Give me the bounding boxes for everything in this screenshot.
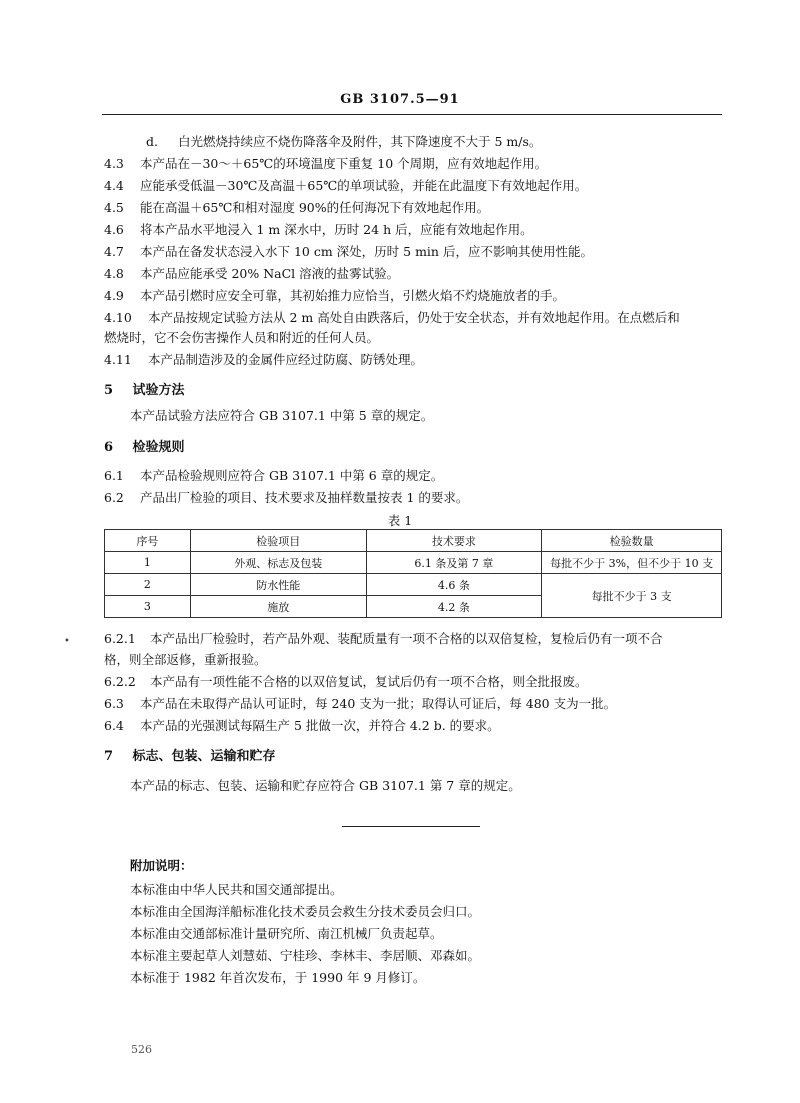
appendix-line: 本标准由中华人民共和国交通部提出。	[130, 882, 343, 897]
table-cell-merged: 每批不少于 3 支	[542, 574, 722, 618]
table-cell: 4.6 条	[366, 574, 542, 596]
section-5-title: 5 试验方法	[104, 383, 185, 398]
clause-6-2-1: 6.2.1 本产品出厂检验时，若产品外观、装配质量有一项不合格的以双倍复检，复检后仍有一项不合	[104, 631, 663, 646]
appendix-line: 本标准由交通部标准计量研究所、南江机械厂负责起草。	[130, 926, 443, 941]
clause-6-4: 6.4 本产品的光强测试每隔生产 5 批做一次，并符合 4.2 b. 的要求。	[104, 718, 500, 733]
table-header-cell: 序号	[105, 530, 191, 552]
table-header-cell: 检验项目	[190, 530, 366, 552]
clause-6-3: 6.3 本产品在未取得产品认可证时，每 240 支为一批；取得认可证后，每 480 支为一批。	[104, 696, 617, 711]
clause-d: d. 白光燃烧持续应不烧伤降落伞及附件，其下降速度不大于 5 m/s。	[146, 134, 542, 149]
header-rule	[102, 114, 722, 115]
clause-4-4: 4.4 应能承受低温－30℃及高温＋65℃的单项试验，并能在此温度下有效地起作用。	[104, 178, 588, 193]
table-title: 表 1	[387, 513, 413, 528]
table-cell: 6.1 条及第 7 章	[366, 552, 542, 574]
inspection-table	[104, 529, 722, 618]
clause-6-2-2: 6.2.2 本产品有一项性能不合格的以双倍复试，复试后仍有一项不合格，则全批报废。	[104, 674, 588, 689]
clause-4-3: 4.3 本产品在－30～＋65℃的环境温度下重复 10 个周期，应有效地起作用。	[104, 156, 548, 171]
clause-4-5: 4.5 能在高温＋65℃和相对湿度 90%的任何海况下有效地起作用。	[104, 200, 490, 215]
section-7-body: 本产品的标志、包装、运输和贮存应符合 GB 3107.1 第 7 章的规定。	[130, 778, 521, 793]
clause-4-6: 4.6 将本产品水平地浸入 1 m 深水中，历时 24 h 后，应能有效地起作用。	[104, 222, 533, 237]
table-cell: 4.2 条	[366, 596, 542, 618]
section-6-title: 6 检验规则	[104, 440, 185, 455]
clause-4-10: 4.10 本产品按规定试验方法从 2 m 高处自由跌落后，仍处于安全状态，并有效地起作用。在点燃后和	[104, 310, 680, 325]
clause-6-2: 6.2 产品出厂检验的项目、技术要求及抽样数量按表 1 的要求。	[104, 490, 469, 505]
table-cell: 外观、标志及包装	[190, 552, 366, 574]
section-7-title: 7 标志、包装、运输和贮存	[104, 749, 276, 764]
table-cell: 2	[105, 574, 191, 596]
appendix-line: 本标准于 1982 年首次发布，于 1990 年 9 月修订。	[130, 970, 426, 985]
table-cell: 1	[105, 552, 191, 574]
clause-4-8: 4.8 本产品应能承受 20% NaCl 溶液的盐雾试验。	[104, 266, 400, 281]
table-cell: 3	[105, 596, 191, 618]
table-header-row	[105, 530, 722, 552]
section-5-body: 本产品试验方法应符合 GB 3107.1 中第 5 章的规定。	[130, 408, 434, 423]
clause-6-1: 6.1 本产品检验规则应符合 GB 3107.1 中第 6 章的规定。	[104, 468, 444, 483]
separator-rule	[342, 826, 480, 827]
page-number: 526	[131, 1043, 152, 1056]
table-cell: 施放	[190, 596, 366, 618]
clause-6-2-1-cont: 格，则全部返修，重新报验。	[104, 652, 267, 667]
table-header-cell: 检验数量	[542, 530, 722, 552]
clause-4-7: 4.7 本产品在备发状态浸入水下 10 cm 深处，历时 5 min 后，应不影响其使用性能。	[104, 244, 593, 259]
table-row	[105, 574, 722, 596]
appendix-title: 附加说明：	[130, 858, 193, 873]
table-header-cell: 技术要求	[366, 530, 542, 552]
table-row	[105, 552, 722, 574]
scan-speck: •	[64, 636, 70, 647]
table-cell: 防水性能	[190, 574, 366, 596]
appendix-line: 本标准主要起草人刘慧茹、宁桂珍、李林丰、李居顺、邓森如。	[130, 948, 481, 963]
clause-4-11: 4.11 本产品制造涉及的金属件应经过防腐、防锈处理。	[104, 352, 423, 367]
appendix-line: 本标准由全国海洋船标准化技术委员会救生分技术委员会归口。	[130, 904, 481, 919]
page-header: GB 3107.5—91	[340, 92, 460, 107]
clause-4-10-cont: 燃烧时，它不会伤害操作人员和附近的任何人员。	[104, 330, 380, 345]
clause-4-9: 4.9 本产品引燃时应安全可靠，其初始推力应恰当，引燃火焰不灼烧施放者的手。	[104, 288, 565, 303]
table-cell: 每批不少于 3%，但不少于 10 支	[542, 552, 722, 574]
